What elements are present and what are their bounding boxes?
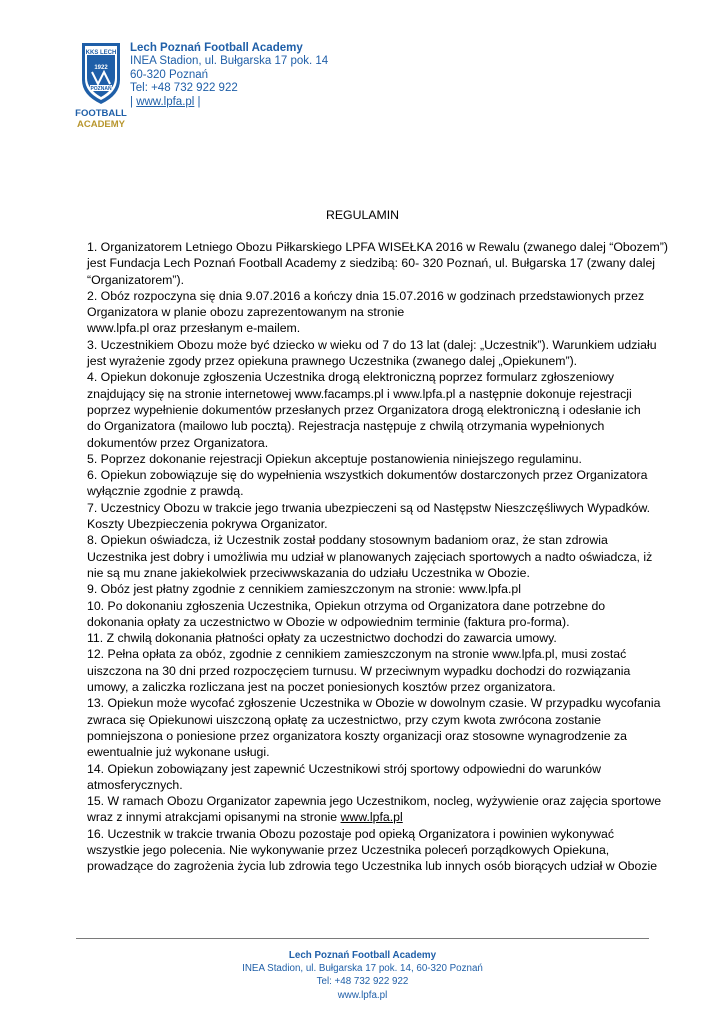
text-line: Organizatora w planie obozu zaprezentowanym na stronie xyxy=(87,305,405,320)
text-line: 11. Z chwilą dokonania płatności opłaty za uczestnictwo dochodzi do zawarcia umowy. xyxy=(87,631,557,646)
text-line: 13. Opiekun może wycofać zgłoszenie Uczestnika w Obozie w dowolnym czasie. W przypadku wycofania xyxy=(87,696,661,711)
text-line: pomniejszona o poniesione przez organizatora koszty organizacji oraz stosowne wynagrodzenie za xyxy=(87,728,628,743)
letterhead xyxy=(75,40,478,132)
footer-divider xyxy=(76,938,649,939)
text-line: nie są mu znane jakiekolwiek przeciwwskazania do udziału Uczestnika w Obozie. xyxy=(87,565,530,580)
web-suffix: | xyxy=(194,95,201,108)
lech-poznan-football-academy-logo xyxy=(75,40,127,132)
address-line: INEA Stadion, ul. Bułgarska 17 pok. 14 xyxy=(130,55,329,68)
text-line: jest wyrażenie zgody przez opiekuna prawnego Uczestnika (zwanego dalej „Opiekunem”). xyxy=(87,354,578,369)
text-line: dokonania opłaty za uczestnictwo w Obozie w odpowiednim terminie (faktura pro-forma). xyxy=(87,614,570,629)
text-line-part: wraz z innymi atrakcjami opisanymi na stronie xyxy=(87,810,341,825)
text-line: 10. Po dokonaniu zgłoszenia Uczestnika, Opiekun otrzyma od Organizatora dane potrzebne do xyxy=(87,598,606,613)
document-title: REGULAMIN xyxy=(325,208,400,222)
text-line: 14. Opiekun zobowiązany jest zapewnić Uczestnikowi strój sportowy odpowiedni do warunków xyxy=(87,761,601,776)
text-line: 16. Uczestnik w trakcie trwania Obozu pozostaje pod opieką Organizatora i powinien wykonywać xyxy=(87,826,614,841)
regulations-body xyxy=(87,239,668,875)
text-line: 8. Opiekun oświadcza, iż Uczestnik został poddany stosownym badaniom oraz, że stan zdrowia xyxy=(87,533,608,548)
svg-text:ACADEMY: ACADEMY xyxy=(76,119,126,130)
web-prefix: | xyxy=(130,95,137,108)
text-line: 7. Uczestnicy Obozu w trakcie jego trwania ubezpieczeni są od Następstw Nieszczęśliwych Wypadków. xyxy=(87,500,651,515)
text-line: Uczestnika jest dobry i umożliwia mu udział w planowanych zajęciach sportowych a nadto oświadcza, iż xyxy=(87,549,653,564)
text-line-with-link xyxy=(87,809,657,825)
text-line: jest Fundacja Lech Poznań Football Academy z siedzibą: 60- 320 Poznań, ul. Bułgarska 17 (zwany dalej xyxy=(87,256,656,271)
page-footer xyxy=(0,949,725,1002)
text-line: do Organizatora (mailowo lub pocztą). Rejestracja następuje z chwilą otrzymania wypełnionych xyxy=(87,419,605,434)
text-line: “Organizatorem”). xyxy=(87,272,185,287)
text-line: uiszczona na 30 dni przed rozpoczęciem turnusu. W przeciwnym wypadku dochodzi do rozwiązania xyxy=(87,663,631,678)
org-name: Lech Poznań Football Academy xyxy=(130,42,303,54)
text-line: 15. W ramach Obozu Organizator zapewnia jego Uczestnikom, nocleg, wyżywienie oraz zajęcia sportowe xyxy=(87,794,662,809)
text-line: dokumentów przez Organizatora. xyxy=(87,435,269,450)
website-link[interactable]: www.lpfa.pl xyxy=(136,95,195,108)
text-line: znajdujący się na stronie internetowej www.facamps.pl i www.lpfa.pl a następnie dokonuje rejestracji xyxy=(87,386,632,401)
text-line: 4. Opiekun dokonuje zgłoszenia Uczestnika drogą elektroniczną poprzez formularz zgłoszeniowy xyxy=(87,370,614,385)
footer-org-name: Lech Poznań Football Academy xyxy=(288,950,437,961)
text-line: wszystkie jego polecenia. Nie wykonywanie przez Uczestnika poleceń porządkowych Opiekuna, xyxy=(87,842,610,857)
text-line: poprzez wypełnienie dokumentów przesłanych przez Organizatora drogą elektroniczną i odesłanie ich xyxy=(87,402,641,417)
text-line: 1. Organizatorem Letniego Obozu Piłkarskiego LPFA WISEŁKA 2016 w Rewalu (zwanego dalej “Obozem”) xyxy=(87,240,668,254)
text-line: 9. Obóz jest płatny zgodnie z cennikiem zamieszczonym na stronie: www.lpfa.pl xyxy=(87,582,522,597)
lpfa-link[interactable]: www.lpfa.pl xyxy=(340,810,403,825)
text-line: 5. Poprzez dokonanie rejestracji Opiekun akceptuje postanowienia niniejszego regulaminu. xyxy=(87,451,582,466)
text-line: Koszty Ubezpieczenia pokrywa Organizator. xyxy=(87,517,328,532)
svg-text:POZNAŃ: POZNAŃ xyxy=(90,86,112,92)
svg-text:1922: 1922 xyxy=(94,65,108,71)
footer-phone: Tel: +48 732 922 922 xyxy=(316,976,409,988)
text-line: umowy, a zaliczka rozliczana jest na poczet poniesionych kosztów przez organizatora. xyxy=(87,680,556,695)
footer-address: INEA Stadion, ul. Bułgarska 17 pok. 14, 60-320 Poznań xyxy=(242,963,483,975)
text-line: zwraca się Opiekunowi uiszczoną opłatę za uczestnictwo, przy czym kwota zwrócona zostanie xyxy=(87,712,601,727)
text-line: ewentualnie już wykonane usługi. xyxy=(87,745,270,760)
svg-text:FOOTBALL: FOOTBALL xyxy=(75,108,127,119)
footer-website: www.lpfa.pl xyxy=(337,989,388,1001)
web-line xyxy=(130,96,328,109)
text-line: 3. Uczestnikiem Obozu może być dziecko w wieku od 7 do 13 lat (dalej: „Uczestnik”). Warunkiem udziału xyxy=(87,337,657,352)
text-line: 12. Pełna opłata za obóz, zgodnie z cennikiem zamieszczonym na stronie www.lpfa.pl, musi zostać xyxy=(87,647,627,662)
letterhead-contact xyxy=(130,42,328,109)
text-line: 6. Opiekun zobowiązuje się do wypełnienia wszystkich dokumentów dostarczonych przez Organizatora xyxy=(87,468,648,483)
text-line: www.lpfa.pl oraz przesłanym e-mailem. xyxy=(87,321,301,336)
text-line: wyłącznie zgodnie z prawdą. xyxy=(87,484,244,499)
text-line: 2. Obóz rozpoczyna się dnia 9.07.2016 a kończy dnia 15.07.2016 w godzinach przedstawionych przez xyxy=(87,288,645,303)
text-line: atmosferycznych. xyxy=(87,777,183,792)
text-line: prowadzące do zagrożenia życia lub zdrowia tego Uczestnika lub innych osób biorących udział w Obozie xyxy=(87,859,658,874)
svg-text:KKS LECH: KKS LECH xyxy=(85,50,117,56)
city-line: 60-320 Poznań xyxy=(130,68,209,81)
phone-line: Tel: +48 732 922 922 xyxy=(130,82,238,95)
